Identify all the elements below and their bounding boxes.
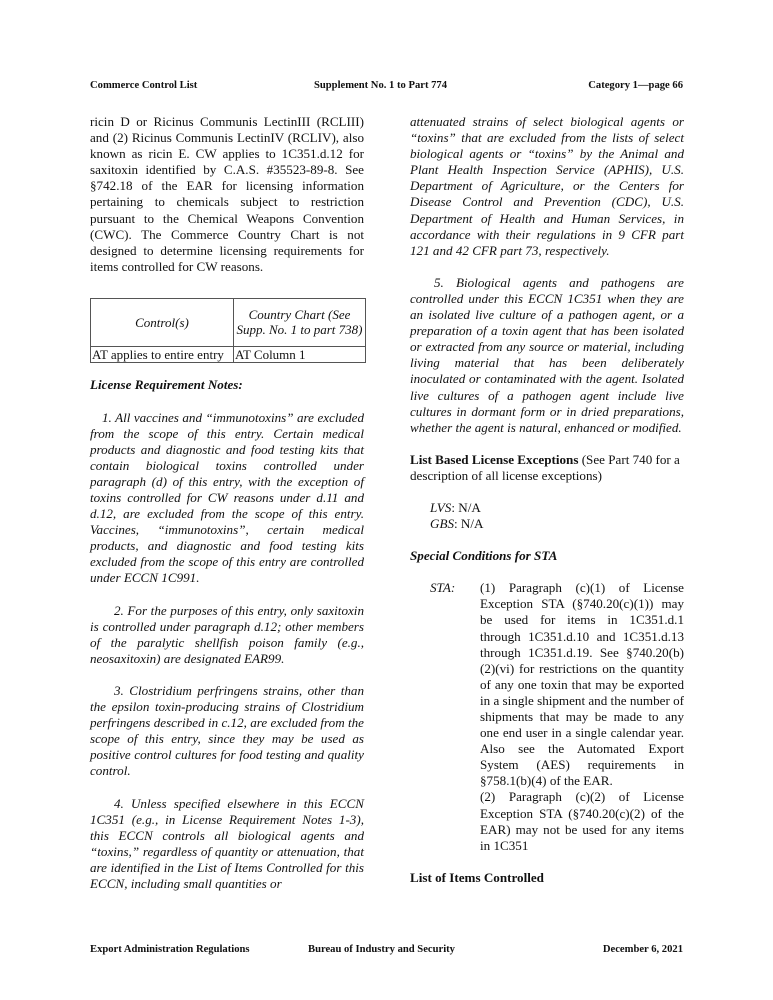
sta-body <box>480 580 684 854</box>
exception-value: : N/A <box>454 516 484 532</box>
footer-bureau: Bureau of Industry and Security <box>308 944 455 955</box>
right-column <box>410 114 684 886</box>
exception-lvs <box>410 500 684 516</box>
control-table-header: Country Chart (See Supp. No. 1 to part 738) <box>234 298 366 346</box>
exception-gbs <box>410 516 684 532</box>
note-1: 1. All vaccines and “immunotoxins” are excluded from the scope of this entry. Certain medical products and diagnostic and food testing kits that contain biological toxins controlled under paragraph (d) of this entry, with the exception of toxins controlled for CW reasons under d.11 and d.12, are excluded from the scope of this entry. Vaccines, “immunotoxins”, certain medical products, and diagnostic and food testing kits excluded from the scope of this entry are controlled under ECCN 1C991. <box>90 409 364 586</box>
sta-label: STA: <box>430 580 456 596</box>
list-of-items-heading: List of Items Controlled <box>410 869 544 885</box>
control-table-header-row <box>91 298 366 346</box>
exception-label: LVS <box>430 499 452 515</box>
header-page-number: Category 1—page 66 <box>588 80 683 91</box>
table-row <box>91 346 366 363</box>
sta-paragraph-1: (1) Paragraph (c)(1) of License Exception STA (§740.20(c)(1)) may be used for items in 1C351.d.1 through 1C351.d.10 and 1C351.d.13 through 1C351.d.19. See §740.20(b)(2)(vi) for restrictions on the quantity of any one toxin that may be exported in a single shipment and the number of shipments that may be made to any one end user in a single calendar year. Also see the Automated Export System (AES) requirements in §758.1(b)(4) of the EAR. <box>480 580 685 789</box>
table-cell: AT applies to entire entry <box>91 346 234 363</box>
note-4: 4. Unless specified elsewhere in this ECCN 1C351 (e.g., in License Requirement Notes 1-3), this ECCN controls all biological agents and “toxins,” regardless of quantity or attenuation, that are identified in the List of Items Controlled for this ECCN, including small quantities or <box>90 795 364 891</box>
control-table-header: Control(s) <box>91 298 234 346</box>
intro-paragraph: ricin D or Ricinus Communis LectinIII (RCLIII) and (2) Ricinus Communis LectinIV (RCLIV), also known as ricin E. CW applies to 1C351.d.12 for saxitoxin identified by C.A.S. #35523-89-8. See §742.18 of the EAR for licensing information pertaining to chemicals subject to restriction pursuant to the Chemical Weapons Convention (CWC). The Commerce Country Chart is not designed to determine licensing requirements for items controlled for CW reasons. <box>90 114 364 274</box>
header-doc-title: Commerce Control List <box>90 80 198 91</box>
license-exceptions-note: (See Part 740 for a description of all license exceptions) <box>410 451 680 483</box>
exception-value: : N/A <box>451 499 481 515</box>
footer-date: December 6, 2021 <box>602 944 683 955</box>
license-requirement-notes-heading: License Requirement Notes: <box>90 377 243 393</box>
header-supplement: Supplement No. 1 to Part 774 <box>314 80 448 91</box>
license-exceptions-paragraph <box>410 452 684 484</box>
exception-label: GBS <box>430 516 455 532</box>
sta-paragraph-2: (2) Paragraph (c)(2) of License Exception STA (§740.20(c)(2) of the EAR) may not be used for any items in 1C351 <box>480 789 684 853</box>
sta-conditions <box>410 580 684 854</box>
note-2: 2. For the purposes of this entry, only saxitoxin is controlled under paragraph d.12; other members of the paralytic shellfish poison family (e.g., neosaxitoxin) are designated EAR99. <box>90 602 364 666</box>
license-exceptions-heading: List Based License Exceptions <box>410 451 579 467</box>
note-5: 5. Biological agents and pathogens are controlled under this ECCN 1C351 when they are an isolated live culture of a pathogen agent, or a preparation of a toxin agent that has been isolated or extracted from any source or material, including living material that has been deliberately inoculated or contaminated with the agent. Isolated live cultures of a pathogen agent include live cultures in dormant form or in dried preparations, whether the agent is natural, enhanced or modified. <box>410 274 684 435</box>
special-conditions-heading: Special Conditions for STA <box>410 548 558 564</box>
table-cell: AT Column 1 <box>234 346 366 363</box>
note-3: 3. Clostridium perfringens strains, other than the epsilon toxin-producing strains of Clostridium perfringens described in c.12, are excluded from the scope of this entry, since they may be used as positive control cultures for food testing and quality control. <box>90 682 364 779</box>
control-table <box>90 298 366 364</box>
left-column <box>90 114 364 892</box>
note-4-continued: attenuated strains of select biological agents or “toxins” that are excluded from the lists of select biological agents or “toxins” by the Animal and Plant Health Inspection Service (APHIS), U.S. Department of Agriculture, or the Centers for Disease Control and Prevention (CDC), U.S. Department of Health and Human Services, in accordance with their regulations in 9 CFR part 121 and 42 CFR part 73, respectively. <box>410 114 684 258</box>
footer-regulations: Export Administration Regulations <box>90 944 250 955</box>
